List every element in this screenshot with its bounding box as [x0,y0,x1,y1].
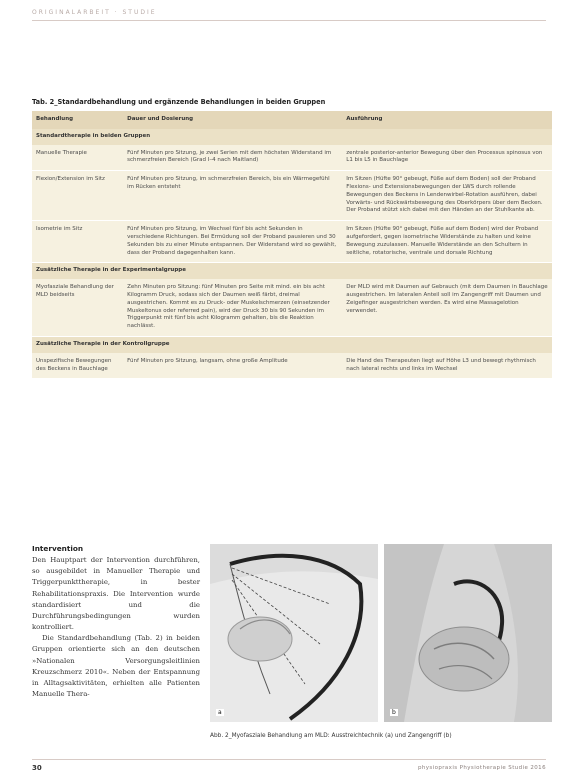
body-paragraph: Den Hauptpart der Intervention durchführen, so ausgebildet in Manueller Therapie und Triggerpunkttherapie, in bester Rehabilitationspraxis. Die Intervention wurde standardisiert und die Durchführungsbedingungen wurden kontrolliert. [32,555,200,632]
table-cell: Flexion/Extension im Sitz [32,171,123,221]
page-number: 30 [32,764,42,772]
table-caption: Tab. 2_Standardbehandlung und ergänzende Behandlungen in beiden Gruppen [32,98,326,106]
figure-caption: Abb. 2_Myofasziale Behandlung am MLD: Ausstreichtechnik (a) und Zangengriff (b) [210,733,452,739]
table-cell: zentrale posterior-anterior Bewegung über den Processus spinosus von L1 bis L5 in Bauchlage [342,145,552,171]
table-cell: Der MLD wird mit Daumen auf Gebrauch (mit dem Daumen in Bauchlage ausgestrichen. Im lateralen Anteil soll im Zangengriff mit Daumen und Zeigefinger ausgestrichen werden. Es wird eine Massagelotion verwendet. [342,279,552,336]
table-cell: Fünf Minuten pro Sitzung, im Wechsel fünf bis acht Sekunden in verschiedene Richtungen. Bei Ermüdung soll der Proband pausieren und 30 Sekunden bis zu einer Minute entspannen. Der Widerstand wird so gewählt, dass der Proband dagegenhalten kann. [123,221,342,263]
figure-panel-a [210,544,378,722]
table-section-title: Zusätzliche Therapie in der Kontrollgruppe [32,336,552,352]
table-cell: Fünf Minuten pro Sitzung, langsam, ohne große Amplitude [123,353,342,379]
table-cell: Fünf Minuten pro Sitzung, im schmerzfreien Bereich, bis ein Wärmegefühl im Rücken entsteht [123,171,342,221]
table-cell: Fünf Minuten pro Sitzung, je zwei Serien mit dem höchsten Widerstand im schmerzfreien Bereich (Grad I–4 nach Maitland) [123,145,342,171]
table-section-title: Zusätzliche Therapie in der Experimentalgruppe [32,263,552,279]
figure-label-a: a [218,709,222,716]
treatment-table [32,111,552,379]
table-section-row [32,129,552,145]
journal-footer: physiopraxis Physiotherapie Studie 2016 [417,765,546,771]
body-column [32,544,200,700]
table-cell: Isometrie im Sitz [32,221,123,263]
table-row [32,171,552,221]
header-rule [32,20,546,21]
footer-rule [32,759,546,760]
table-section-title: Standardtherapie in beiden Gruppen [32,129,552,145]
table-cell: Unspezifische Bewegungen des Beckens in Bauchlage [32,353,123,379]
table-header-row [32,111,552,129]
table-cell: Myofasziale Behandlung der MLD beidseits [32,279,123,336]
table-cell: Manuelle Therapie [32,145,123,171]
table-section-row [32,336,552,352]
body-paragraph: Die Standardbehandlung (Tab. 2) in beiden Gruppen orientierte sich an den deutschen »Nationalen Versorgungsleitlinien Kreuzschmerz 2010«. Neben der Entspannung in Alltagsaktivitäten, erhielten alle Patienten Manuelle Thera- [32,634,200,699]
table-cell: Im Sitzen (Hüfte 90° gebeugt, Füße auf dem Boden) soll der Proband Flexions- und Extensionsbewegungen der LWS durch rollende Bewegungen des Beckens in Lendenwirbel-Rotation ausführen, dabei Vorwärts- und Rückwärtsbewegung des Oberkörpers über dem Becken. Der Proband stützt sich dabei mit den Händen an der Stuhlkante ab. [342,171,552,221]
figure [210,544,552,722]
table-row [32,145,552,171]
table-header-cell: Behandlung [32,111,123,129]
table-header-cell: Ausführung [342,111,552,129]
table-cell: Zehn Minuten pro Sitzung: fünf Minuten pro Seite mit mind. ein bis acht Kilogramm Druck, sodass sich der Daumen weiß färbt, dreimal ausgestrichen. Kommt es zu Druck- oder Muskelschmerzen (einsetzender Muskeltonus oder referred pain), wird der Druck 30 bis 90 Sekunden im Triggerpunkt mit fünf bis acht Kilogramm gehalten, bis die Reaktion nachlässt. [123,279,342,336]
table-row [32,221,552,263]
table-row [32,353,552,379]
table-header-cell: Dauer und Dosierung [123,111,342,129]
table-cell: Die Hand des Therapeuten liegt auf Höhe L3 und bewegt rhythmisch nach lateral rechts und links im Wechsel [342,353,552,379]
table-row [32,279,552,336]
running-head: ORIGINALARBEIT · STUDIE [32,9,157,16]
table-cell: Im Sitzen (Hüfte 90° gebeugt, Füße auf dem Boden) wird der Proband aufgefordert, gegen isometrische Widerstände zu halten und keine Bewegung zuzulassen. Manuelle Widerstände an den Schultern in seitliche, rotatorische, ventrale und dorsale Richtung [342,221,552,263]
figure-panel-b [384,544,552,722]
section-heading: Intervention [32,544,84,553]
back-fascia-drawing-icon [210,544,378,722]
pincer-grip-photo-icon [384,544,552,722]
figure-label-b: b [392,709,396,716]
table-section-row [32,263,552,279]
